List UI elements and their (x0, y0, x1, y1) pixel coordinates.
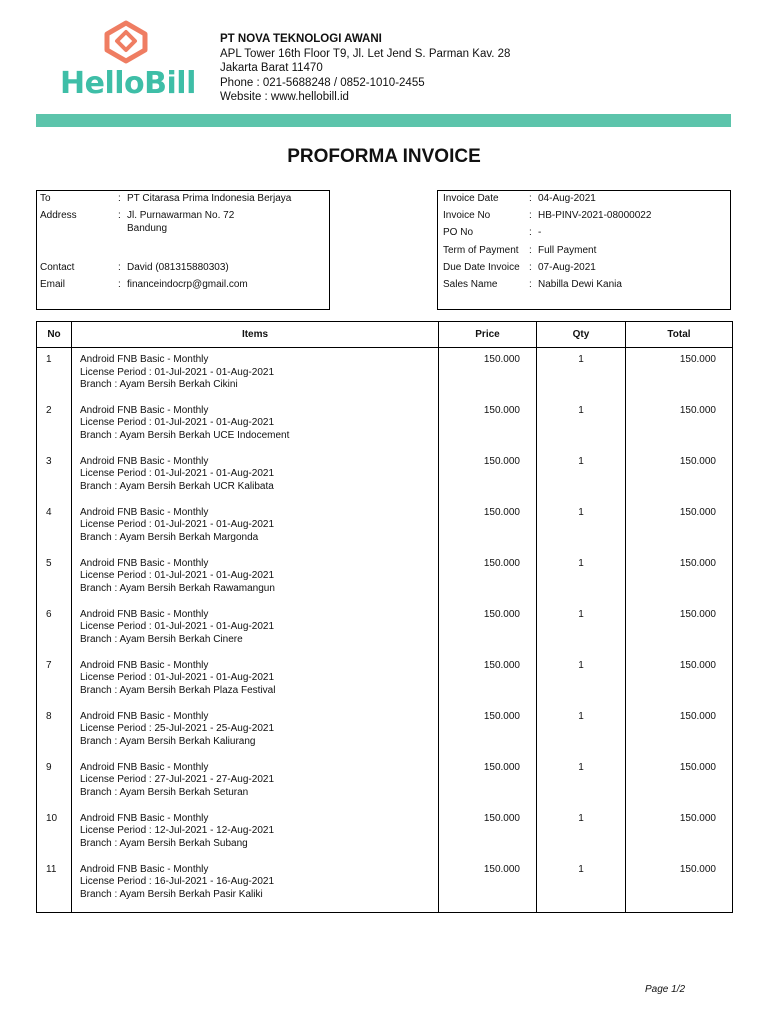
item-total: 150.000 (626, 807, 733, 858)
item-description (72, 807, 439, 858)
item-total: 150.000 (626, 654, 733, 705)
colon: : (118, 262, 121, 273)
item-branch: Branch : Ayam Bersih Berkah Pasir Kaliki (80, 888, 263, 900)
item-branch: Branch : Ayam Bersih Berkah UCE Indocement (80, 429, 290, 441)
item-total: 150.000 (626, 552, 733, 603)
contact-label: Contact (40, 262, 75, 273)
company-logo (60, 20, 196, 102)
due-date-label: Due Date Invoice (443, 262, 520, 273)
row-number: 10 (37, 807, 72, 858)
table-row (37, 807, 733, 858)
table-row (37, 501, 733, 552)
item-branch: Branch : Ayam Bersih Berkah Rawamangun (80, 582, 275, 594)
item-license-period: License Period : 01-Jul-2021 - 01-Aug-2021 (80, 570, 275, 581)
item-license-period: License Period : 25-Jul-2021 - 25-Aug-2021 (80, 723, 275, 734)
item-description (72, 450, 439, 501)
item-price: 150.000 (439, 858, 537, 913)
company-phone: Phone : 021-5688248 / 0852-1010-2455 (220, 76, 425, 89)
table-row (37, 603, 733, 654)
row-number: 1 (37, 348, 72, 399)
colon: : (118, 193, 121, 204)
item-total: 150.000 (626, 450, 733, 501)
item-total: 150.000 (626, 756, 733, 807)
row-number: 9 (37, 756, 72, 807)
item-description (72, 756, 439, 807)
item-price: 150.000 (439, 705, 537, 756)
table-row (37, 705, 733, 756)
item-qty: 1 (537, 756, 626, 807)
due-date-value: 07-Aug-2021 (538, 262, 596, 273)
page-number: Page 1/2 (645, 984, 686, 995)
item-total: 150.000 (626, 705, 733, 756)
invoice-no-value: HB-PINV-2021-08000022 (538, 210, 652, 221)
item-description (72, 654, 439, 705)
header-no: No (37, 322, 72, 348)
item-price: 150.000 (439, 603, 537, 654)
po-no-value: - (538, 227, 542, 238)
row-number: 4 (37, 501, 72, 552)
item-license-period: License Period : 16-Jul-2021 - 16-Aug-2021 (80, 876, 275, 887)
item-qty: 1 (537, 654, 626, 705)
colon: : (529, 262, 532, 273)
invoice-items-table (36, 321, 733, 913)
item-price: 150.000 (439, 654, 537, 705)
row-number: 6 (37, 603, 72, 654)
item-qty: 1 (537, 450, 626, 501)
item-product: Android FNB Basic - Monthly (80, 455, 209, 467)
item-total: 150.000 (626, 501, 733, 552)
item-price: 150.000 (439, 552, 537, 603)
item-branch: Branch : Ayam Bersih Berkah Subang (80, 837, 248, 849)
item-price: 150.000 (439, 807, 537, 858)
item-license-period: License Period : 01-Jul-2021 - 01-Aug-2021 (80, 417, 275, 428)
row-number: 7 (37, 654, 72, 705)
company-address-line-1: APL Tower 16th Floor T9, Jl. Let Jend S. Parman Kav. 28 (220, 47, 511, 60)
item-qty: 1 (537, 501, 626, 552)
po-no-label: PO No (443, 227, 474, 238)
header-items: Items (72, 322, 439, 348)
item-license-period: License Period : 01-Jul-2021 - 01-Aug-2021 (80, 366, 275, 378)
term-of-payment-value: Full Payment (538, 245, 597, 256)
sales-name-value: Nabilla Dewi Kania (538, 279, 622, 290)
item-product: Android FNB Basic - Monthly (80, 710, 209, 722)
company-name: PT NOVA TEKNOLOGI AWANI (220, 33, 382, 45)
item-description (72, 399, 439, 450)
item-branch: Branch : Ayam Bersih Berkah Margonda (80, 531, 259, 543)
item-license-period: License Period : 01-Jul-2021 - 01-Aug-2021 (80, 468, 275, 479)
colon: : (529, 227, 532, 238)
item-qty: 1 (537, 705, 626, 756)
header-qty: Qty (537, 322, 626, 348)
to-value: PT Citarasa Prima Indonesia Berjaya (127, 193, 292, 204)
item-qty: 1 (537, 603, 626, 654)
contact-value: David (081315880303) (127, 262, 229, 273)
item-license-period: License Period : 27-Jul-2021 - 27-Aug-2021 (80, 774, 275, 785)
item-license-period: License Period : 01-Jul-2021 - 01-Aug-2021 (80, 519, 275, 530)
email-value: financeindocrp@gmail.com (127, 279, 248, 290)
item-qty: 1 (537, 807, 626, 858)
row-number: 11 (37, 858, 72, 913)
item-product: Android FNB Basic - Monthly (80, 659, 209, 671)
item-branch: Branch : Ayam Bersih Berkah Seturan (80, 786, 249, 798)
address-line-2: Bandung (127, 222, 168, 234)
company-address-line-2: Jakarta Barat 11470 (220, 62, 323, 74)
colon: : (529, 210, 532, 221)
item-branch: Branch : Ayam Bersih Berkah Kaliurang (80, 735, 256, 747)
invoice-info-box (437, 190, 731, 310)
sales-name-label: Sales Name (443, 279, 498, 290)
item-qty: 1 (537, 399, 626, 450)
item-description (72, 705, 439, 756)
address-label: Address (40, 210, 77, 221)
header-price: Price (439, 322, 537, 348)
row-number: 2 (37, 399, 72, 450)
item-qty: 1 (537, 348, 626, 399)
logo-mark-icon (102, 20, 150, 64)
item-description (72, 603, 439, 654)
invoice-date-value: 04-Aug-2021 (538, 193, 596, 204)
colon: : (529, 279, 532, 290)
invoice-no-label: Invoice No (443, 210, 491, 221)
table-row (37, 858, 733, 913)
to-label: To (40, 193, 51, 204)
item-product: Android FNB Basic - Monthly (80, 812, 209, 824)
item-license-period: License Period : 01-Jul-2021 - 01-Aug-2021 (80, 621, 275, 632)
invoice-date-label: Invoice Date (443, 193, 499, 204)
table-header-row (37, 322, 733, 348)
item-total: 150.000 (626, 399, 733, 450)
table-row (37, 756, 733, 807)
item-price: 150.000 (439, 450, 537, 501)
company-info (220, 32, 510, 105)
colon: : (529, 193, 532, 204)
logo-wordmark: HelloBill (60, 66, 196, 101)
item-description (72, 348, 439, 399)
item-branch: Branch : Ayam Bersih Berkah UCR Kalibata (80, 480, 274, 492)
table-row (37, 348, 733, 399)
item-description (72, 501, 439, 552)
header-accent-bar (36, 114, 731, 127)
item-branch: Branch : Ayam Bersih Berkah Plaza Festival (80, 684, 276, 696)
item-price: 150.000 (439, 399, 537, 450)
item-qty: 1 (537, 552, 626, 603)
item-product: Android FNB Basic - Monthly (80, 608, 209, 620)
row-number: 5 (37, 552, 72, 603)
table-row (37, 654, 733, 705)
item-product: Android FNB Basic - Monthly (80, 557, 209, 569)
item-total: 150.000 (626, 603, 733, 654)
item-product: Android FNB Basic - Monthly (80, 506, 209, 518)
table-row (37, 552, 733, 603)
item-license-period: License Period : 12-Jul-2021 - 12-Aug-2021 (80, 825, 275, 836)
item-total: 150.000 (626, 858, 733, 913)
item-description (72, 858, 439, 913)
term-of-payment-label: Term of Payment (443, 245, 519, 256)
company-website: Website : www.hellobill.id (220, 91, 349, 103)
item-price: 150.000 (439, 348, 537, 399)
address-line-1: Jl. Purnawarman No. 72 (127, 210, 235, 221)
item-branch: Branch : Ayam Bersih Berkah Cikini (80, 379, 238, 390)
email-label: Email (40, 279, 66, 290)
item-description (72, 552, 439, 603)
item-price: 150.000 (439, 756, 537, 807)
table-row (37, 450, 733, 501)
row-number: 3 (37, 450, 72, 501)
item-product: Android FNB Basic - Monthly (80, 761, 209, 773)
colon: : (529, 245, 532, 256)
header-total: Total (626, 322, 733, 348)
item-product: Android FNB Basic - Monthly (80, 404, 209, 416)
colon: : (118, 279, 121, 290)
item-license-period: License Period : 01-Jul-2021 - 01-Aug-2021 (80, 672, 275, 683)
table-row (37, 399, 733, 450)
customer-info-box (36, 190, 330, 310)
item-price: 150.000 (439, 501, 537, 552)
document-title: PROFORMA INVOICE (287, 146, 481, 167)
item-total: 150.000 (626, 348, 733, 399)
item-branch: Branch : Ayam Bersih Berkah Cinere (80, 633, 243, 645)
item-product: Android FNB Basic - Monthly (80, 354, 209, 365)
item-qty: 1 (537, 858, 626, 913)
table-body (37, 348, 733, 913)
item-product: Android FNB Basic - Monthly (80, 863, 209, 875)
row-number: 8 (37, 705, 72, 756)
colon: : (118, 210, 121, 221)
